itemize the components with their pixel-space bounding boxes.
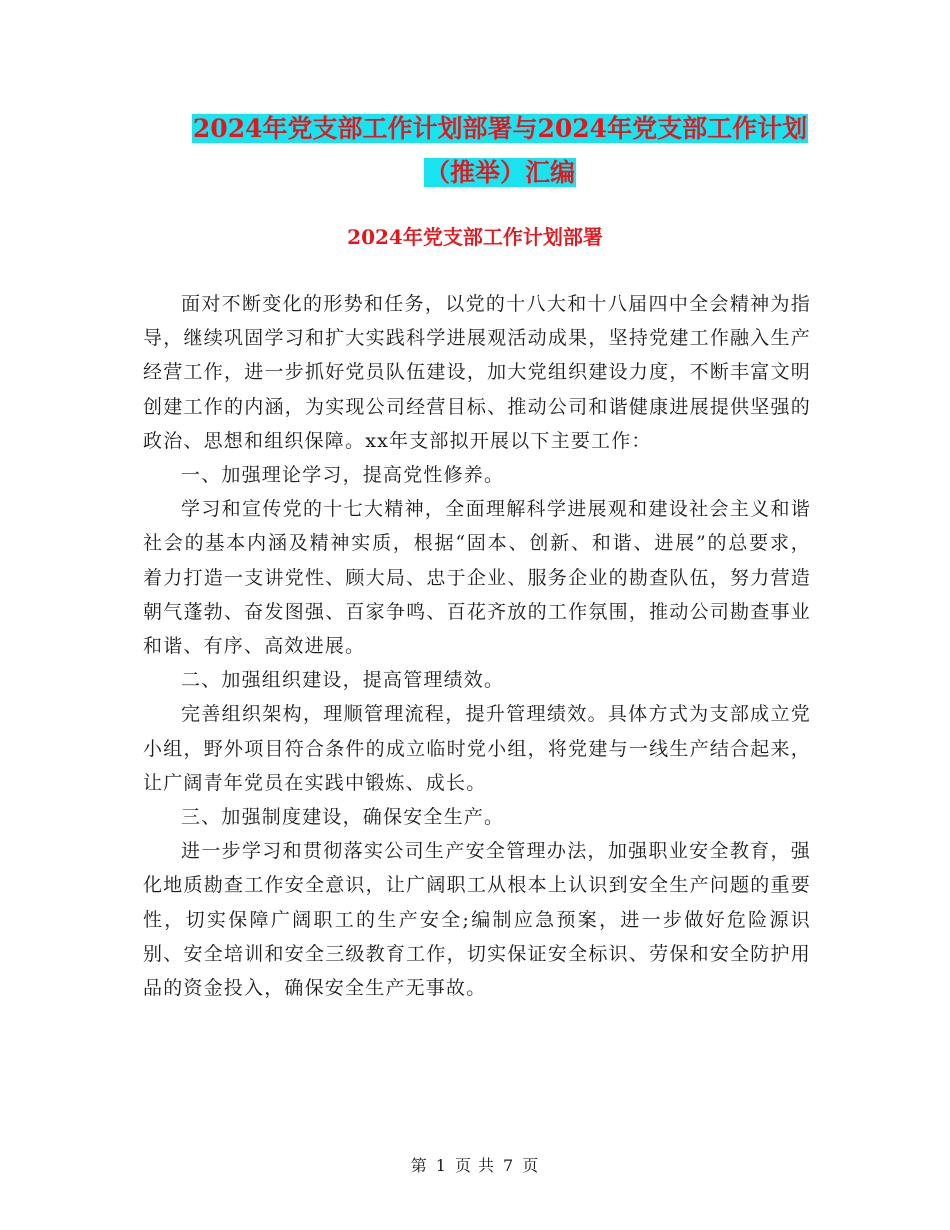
title-highlight: 2024年党支部工作计划部署与2024年党支部工作计划 [192, 114, 808, 143]
footer-suffix: 页 [522, 1156, 540, 1175]
heading-item-2: 二、加强组织建设，提高管理绩效。 [181, 669, 505, 692]
paragraph-item-1: 学习和宣传党的十七大精神，全面理解科学进展观和建设社会主义和谐社会的基本内涵及精神实质，根据“固本、创新、和谐、进展”的总要求，着力打造一支讲党性、顾大局、忠于企业、服务企业的勘查队伍，努力营造朝气蓬勃、奋发图强、百家争鸣、百花齐放的工作氛围，推动公司勘查事业和谐、有序、高效进展。 [143, 498, 811, 658]
heading-item-1: 一、加强理论学习，提高党性修养。 [181, 464, 505, 487]
title-highlight: （推举）汇编 [424, 158, 575, 187]
footer-total-pages: 7 [503, 1156, 515, 1175]
document-body [143, 287, 811, 1005]
paragraph-intro: 面对不断变化的形势和任务，以党的十八大和十八届四中全会精神为指导，继续巩固学习和扩大实践科学进展观活动成果，坚持党建工作融入生产经营工作，进一步抓好党员队伍建设，加大党组织建设力度，不断丰富文明创建工作的内涵，为实现公司经营目标、推动公司和谐健康进展提供坚强的政治、思想和组织保障。xx年支部拟开展以下主要工作： [143, 293, 811, 452]
footer-mid: 页 共 [454, 1156, 496, 1175]
footer-page-number: 1 [435, 1156, 447, 1175]
page-footer [0, 1155, 950, 1177]
heading-item-3: 三、加强制度建设，确保安全生产。 [181, 806, 505, 829]
paragraph-item-3: 进一步学习和贯彻落实公司生产安全管理办法，加强职业安全教育，强化地质勘查工作安全意识，让广阔职工从根本上认识到安全生产问题的重要性，切实保障广阔职工的生产安全;编制应急预案，进一步做好危险源识别、安全培训和安全三级教育工作，切实保证安全标识、劳保和安全防护用品的资金投入，确保安全生产无事故。 [143, 840, 811, 1000]
paragraph-item-2: 完善组织架构，理顺管理流程，提升管理绩效。具体方式为支部成立党小组，野外项目符合条件的成立临时党小组，将党建与一线生产结合起来，让广阔青年党员在实践中锻炼、成长。 [143, 703, 811, 794]
footer-prefix: 第 [410, 1156, 428, 1175]
document-title-line-2 [140, 152, 860, 194]
document-title-line-1 [140, 108, 860, 150]
section-title: 2024年党支部工作计划部署 [347, 225, 603, 249]
